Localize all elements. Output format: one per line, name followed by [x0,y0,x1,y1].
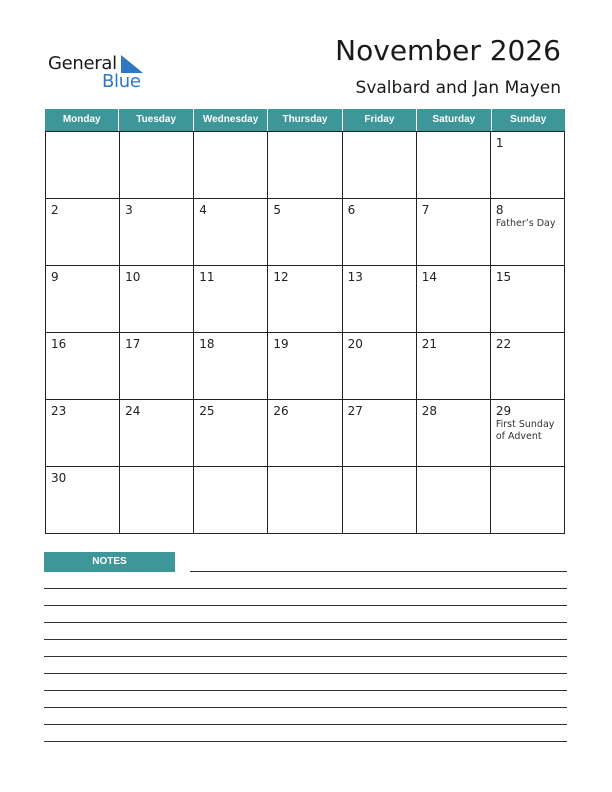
day-cell [490,333,564,399]
day-number: 7 [421,203,430,217]
day-cell [267,400,341,466]
notes-line [44,724,567,725]
logo-word-blue: Blue [102,71,141,92]
day-number: 10 [125,270,141,284]
day-cell [46,132,119,198]
day-number: 23 [51,404,67,418]
notes-line [44,741,567,742]
day-number: 1 [495,136,504,150]
day-cell [193,333,267,399]
day-cell [119,467,193,533]
notes-line [44,605,567,606]
day-number: 27 [347,404,363,418]
day-number: 6 [347,203,356,217]
day-cell [119,333,193,399]
calendar-grid [45,131,565,534]
weekday-header: Thursday [267,109,341,131]
notes-line [44,673,567,674]
day-cell [416,266,490,332]
calendar [45,109,565,534]
notes-line [44,622,567,623]
day-number: 8 [495,203,504,217]
day-number: 14 [421,270,437,284]
day-cell [119,266,193,332]
day-number: 28 [421,404,437,418]
day-event: First Sunday of Advent [495,419,555,442]
day-cell [416,132,490,198]
day-number: 18 [199,337,215,351]
day-cell [342,333,416,399]
day-cell [267,266,341,332]
day-cell [267,333,341,399]
day-cell [119,199,193,265]
day-cell [342,266,416,332]
day-number: 22 [495,337,512,351]
weekday-header: Tuesday [118,109,192,131]
day-cell [490,467,564,533]
day-number: 29 [495,404,512,418]
day-cell [267,132,341,198]
day-number: 30 [51,471,67,485]
day-cell [416,467,490,533]
day-number: 19 [273,337,289,351]
day-cell [416,400,490,466]
day-number: 24 [125,404,141,418]
day-number: 2 [51,203,59,217]
day-number: 11 [199,270,215,284]
notes-line [44,588,567,589]
day-cell [46,266,119,332]
calendar-week [46,399,564,466]
weekday-header: Wednesday [193,109,267,131]
day-number: 3 [125,203,133,217]
page-subtitle: Svalbard and Jan Mayen [355,78,561,98]
calendar-week [46,265,564,332]
day-number: 9 [51,270,59,284]
day-cell [193,266,267,332]
day-cell [46,400,119,466]
calendar-week [46,466,564,533]
weekday-header: Monday [62,114,101,125]
day-cell [119,132,193,198]
day-cell [193,132,267,198]
day-number: 13 [347,270,363,284]
page-title: November 2026 [335,34,561,67]
day-cell [342,467,416,533]
day-number: 20 [347,337,363,351]
day-cell [490,132,564,198]
day-event: Father’s Day [495,218,556,229]
day-cell [416,333,490,399]
weekday-header-row [45,109,565,131]
calendar-week [46,131,564,198]
notes-line [44,707,567,708]
weekday-header: Saturday [416,109,490,131]
day-cell [342,132,416,198]
day-number: 21 [421,337,437,351]
day-cell [193,199,267,265]
day-number: 12 [273,270,289,284]
day-number: 16 [51,337,67,351]
weekday-header: Friday [342,109,416,131]
calendar-week [46,332,564,399]
day-cell [119,400,193,466]
day-cell [193,400,267,466]
day-number: 5 [273,203,282,217]
day-number: 26 [273,404,289,418]
day-number: 4 [199,203,207,217]
day-cell [193,467,267,533]
generalblue-logo [48,53,158,93]
day-cell [267,199,341,265]
notes-line [44,656,567,657]
day-cell [490,266,564,332]
day-cell [342,199,416,265]
day-cell [46,467,119,533]
weekday-header: Sunday [491,109,565,131]
day-number: 17 [125,337,141,351]
day-cell [267,467,341,533]
notes-line [190,571,567,572]
day-cell [46,333,119,399]
logo-word-general: General [48,53,117,74]
day-cell [416,199,490,265]
calendar-week [46,198,564,265]
day-cell [342,400,416,466]
day-cell [490,199,564,265]
notes-label: NOTES [44,552,175,572]
day-number: 25 [199,404,215,418]
notes-line [44,639,567,640]
day-cell [46,199,119,265]
notes-line [44,690,567,691]
day-number: 15 [495,270,512,284]
day-cell [490,400,564,466]
